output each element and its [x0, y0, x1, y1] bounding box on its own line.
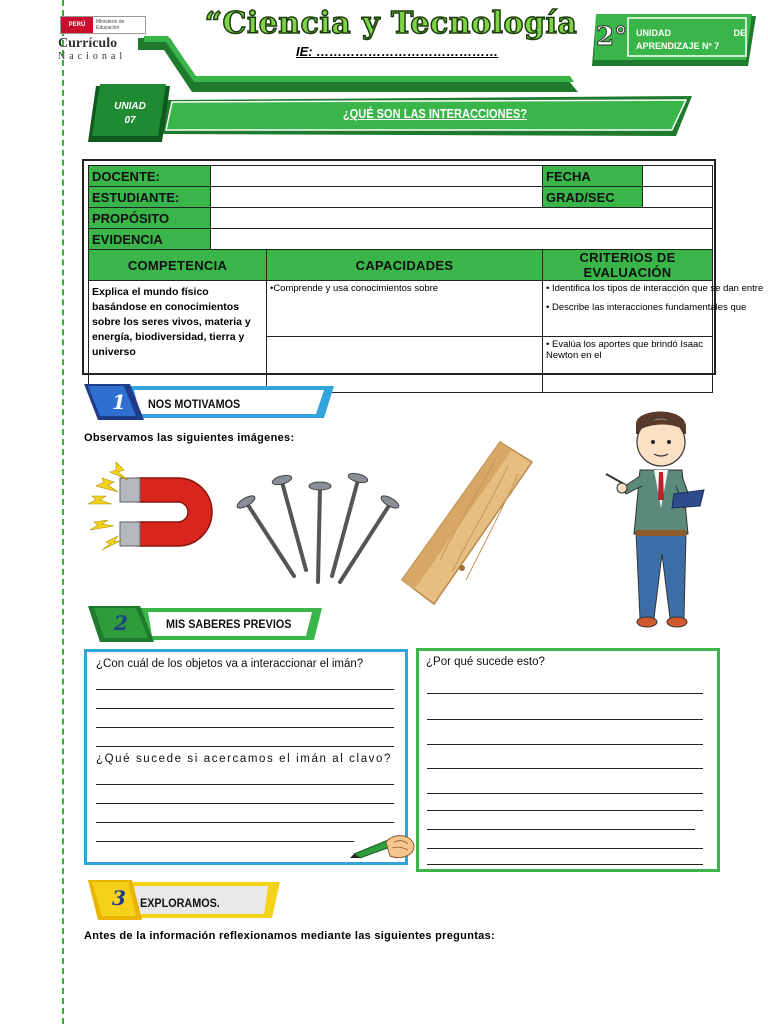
grade-number: 2° — [596, 22, 628, 52]
section3-number: 3 — [112, 886, 126, 910]
section1-intro: Observamos las siguientes imágenes: — [84, 432, 295, 444]
unit-de: DE — [733, 28, 746, 38]
page-margin-line — [62, 0, 64, 1024]
logo-ministry: Ministerio de Educación — [96, 19, 125, 31]
criterios-header: CRITERIOS DE EVALUACIÓN — [543, 250, 713, 281]
answer-line[interactable] — [427, 864, 703, 865]
logo-flag: PERÚ — [61, 17, 93, 33]
fecha-field[interactable] — [643, 166, 713, 187]
estudiante-label: ESTUDIANTE: — [89, 187, 211, 208]
docente-label: DOCENTE: — [89, 166, 211, 187]
section1-number: 1 — [112, 390, 126, 414]
grad-sec-label: GRAD/SEC — [543, 187, 643, 208]
teacher-icon — [600, 404, 712, 632]
criterio-3: • Evalúa los aportes que brindó Isaac Newton en el — [543, 337, 713, 393]
main-title: “Ciencia y Tecnología — [204, 6, 578, 41]
nails-icon — [232, 466, 400, 590]
logo-title: Currículo — [58, 36, 118, 51]
section1-title: NOS MOTIVAMOS — [148, 397, 241, 411]
answer-line[interactable] — [96, 822, 394, 823]
unit-label-word: UNIAD — [114, 101, 146, 112]
magnet-icon — [80, 452, 220, 572]
competencia-text: Explica el mundo físico basándose en conocimientos sobre los seres vivos, materia y energía, biodiversidad, tierra y universo — [89, 281, 267, 393]
ie-label: IE: …………………………………… — [296, 44, 499, 59]
competencia-header: COMPETENCIA — [89, 250, 267, 281]
question-box-2 — [416, 648, 720, 872]
evidencia-label: EVIDENCIA — [89, 229, 211, 250]
answer-line[interactable] — [427, 744, 703, 745]
answer-line[interactable] — [96, 708, 394, 709]
capacidades-header: CAPACIDADES — [267, 250, 543, 281]
answer-line[interactable] — [96, 689, 394, 690]
answer-line[interactable] — [427, 693, 703, 694]
unit-label — [104, 100, 156, 128]
curriculo-nacional-logo — [52, 16, 148, 64]
proposito-label: PROPÓSITO — [89, 208, 211, 229]
logo-subtitle: Nacional — [58, 51, 127, 62]
unit-word: UNIDAD — [636, 28, 671, 38]
answer-line[interactable] — [96, 841, 354, 842]
capacidad-1: •Comprende y usa conocimientos sobre — [267, 281, 543, 337]
question-2: ¿Qué sucede si acercamos el imán al clavo? — [96, 753, 393, 765]
answer-line[interactable] — [96, 803, 394, 804]
answer-line[interactable] — [427, 829, 695, 830]
section3-title: EXPLORAMOS. — [140, 896, 220, 910]
unit-question: ¿QUÉ SON LAS INTERACCIONES? — [342, 106, 528, 121]
answer-line[interactable] — [427, 768, 703, 769]
proposito-field[interactable] — [211, 208, 713, 229]
info-table — [82, 159, 764, 375]
wood-plank-icon — [400, 440, 536, 606]
logo-flag-box — [60, 16, 146, 34]
docente-field[interactable] — [211, 166, 543, 187]
unit-line2: APRENDIZAJE Nº 7 — [636, 41, 720, 51]
unit-info — [636, 27, 746, 53]
question-1: ¿Con cuál de los objetos va a interaccionar el imán? — [96, 658, 364, 670]
answer-line[interactable] — [427, 848, 703, 849]
unit-label-number: 07 — [124, 115, 136, 126]
question-3: ¿Por qué sucede esto? — [426, 656, 545, 668]
criterios-group-1 — [543, 281, 764, 337]
answer-line[interactable] — [427, 793, 703, 794]
criterio-2: • Describe las interacciones fundamentales que — [546, 302, 747, 313]
section2-title: MIS SABERES PREVIOS — [166, 617, 292, 631]
section3-intro: Antes de la información reflexionamos mediante las siguientes preguntas: — [84, 930, 495, 942]
grad-sec-field[interactable] — [643, 187, 713, 208]
answer-line[interactable] — [96, 746, 394, 747]
answer-line[interactable] — [427, 810, 703, 811]
answer-line[interactable] — [427, 719, 703, 720]
answer-line[interactable] — [96, 727, 394, 728]
pencil-hand-icon — [350, 828, 416, 862]
estudiante-field[interactable] — [211, 187, 543, 208]
evidencia-field[interactable] — [211, 229, 713, 250]
answer-line[interactable] — [96, 784, 394, 785]
fecha-label: FECHA — [543, 166, 643, 187]
section2-number: 2 — [114, 611, 128, 635]
criterio-1: • Identifica los tipos de interacción que se dan entre — [546, 283, 764, 294]
